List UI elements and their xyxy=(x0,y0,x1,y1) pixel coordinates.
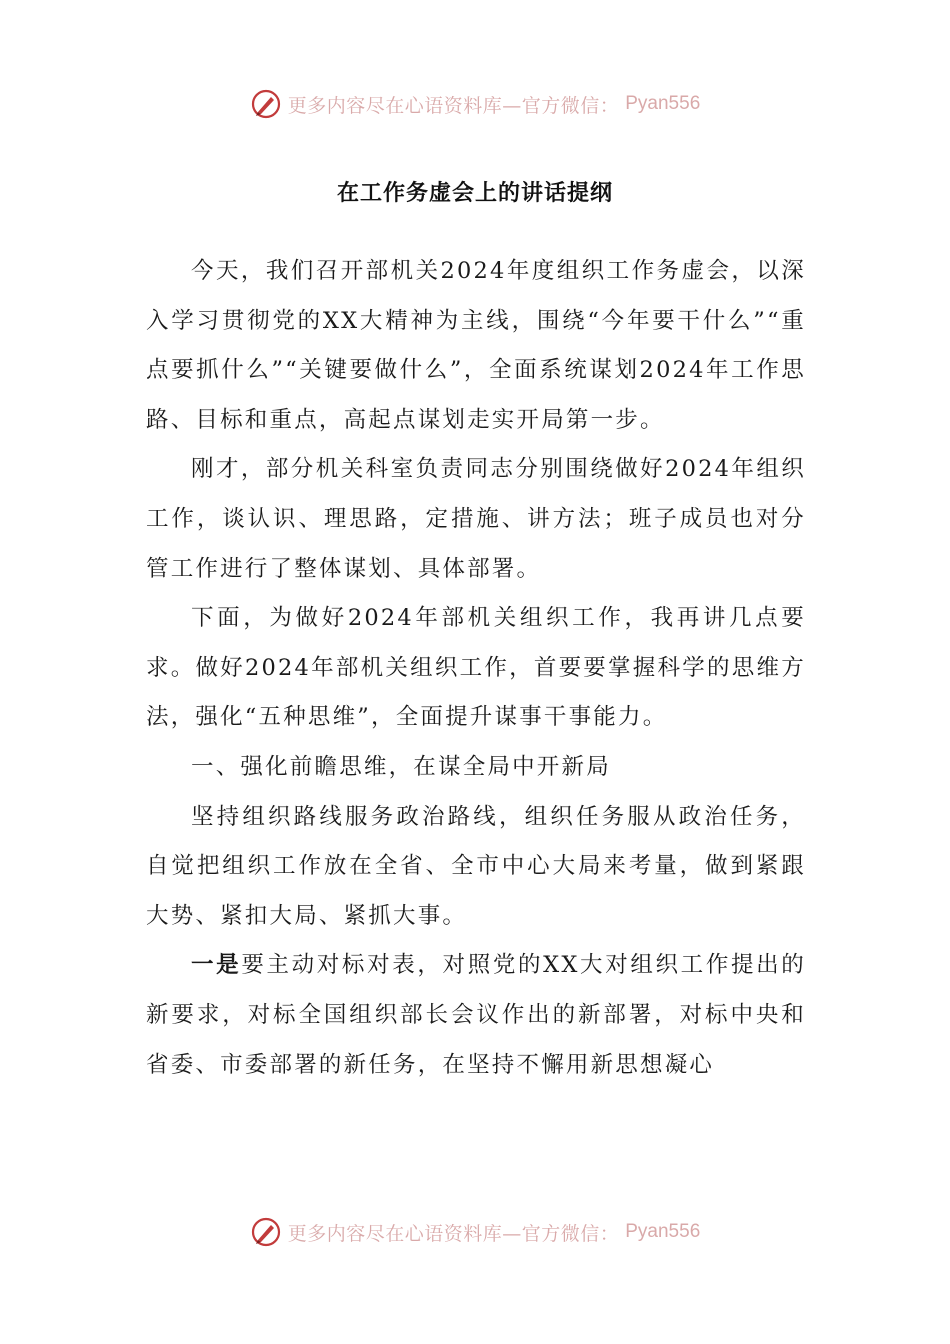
paragraph-text: 要主动对标对表，对照党的XX大对组织工作提出的新要求，对标全国组织部长会议作出的新部署，对标中央和省委、市委部署的新任务，在坚持不懈用新思想凝心 xyxy=(146,952,806,1078)
paragraph: 今天，我们召开部机关2024年度组织工作务虚会，以深入学习贯彻党的XX大精神为主线，围绕“今年要干什么”“重点要抓什么”“关键要做什么”，全面系统谋划2024年工作思路、目标和重点，高起点谋划走实开局第一步。 xyxy=(146,258,806,433)
document-title: 在工作务虚会上的讲话提纲 xyxy=(336,181,613,206)
header-watermark xyxy=(0,84,950,124)
watermark-text: 更多内容尽在心语资料库—官方微信： xyxy=(287,94,620,117)
footer-watermark xyxy=(0,1212,950,1252)
pen-logo-icon xyxy=(250,1216,282,1248)
paragraph: 下面，为做好2024年部机关组织工作，我再讲几点要求。做好2024年部机关组织工作，首要要掌握科学的思维方法，强化“五种思维”，全面提升谋事干事能力。 xyxy=(146,605,806,731)
pen-logo-icon xyxy=(250,88,282,120)
paragraph xyxy=(146,941,806,1090)
watermark-wechat-id: Pyan556 xyxy=(625,1221,701,1242)
watermark-wechat-id: Pyan556 xyxy=(625,93,701,114)
paragraph-lead: 一是 xyxy=(191,952,242,979)
watermark-text: 更多内容尽在心语资料库—官方微信： xyxy=(287,1222,620,1245)
section-heading: 一、强化前瞻思维，在谋全局中开新局 xyxy=(191,753,611,780)
paragraph: 刚才，部分机关科室负责同志分别围绕做好2024年组织工作，谈认识、理思路，定措施、讲方法；班子成员也对分管工作进行了整体谋划、具体部署。 xyxy=(146,456,806,582)
paragraph: 坚持组织路线服务政治路线，组织任务服从政治任务，自觉把组织工作放在全省、全市中心大局来考量，做到紧跟大势、紧扣大局、紧抓大事。 xyxy=(146,803,806,929)
document-body xyxy=(146,247,806,1090)
